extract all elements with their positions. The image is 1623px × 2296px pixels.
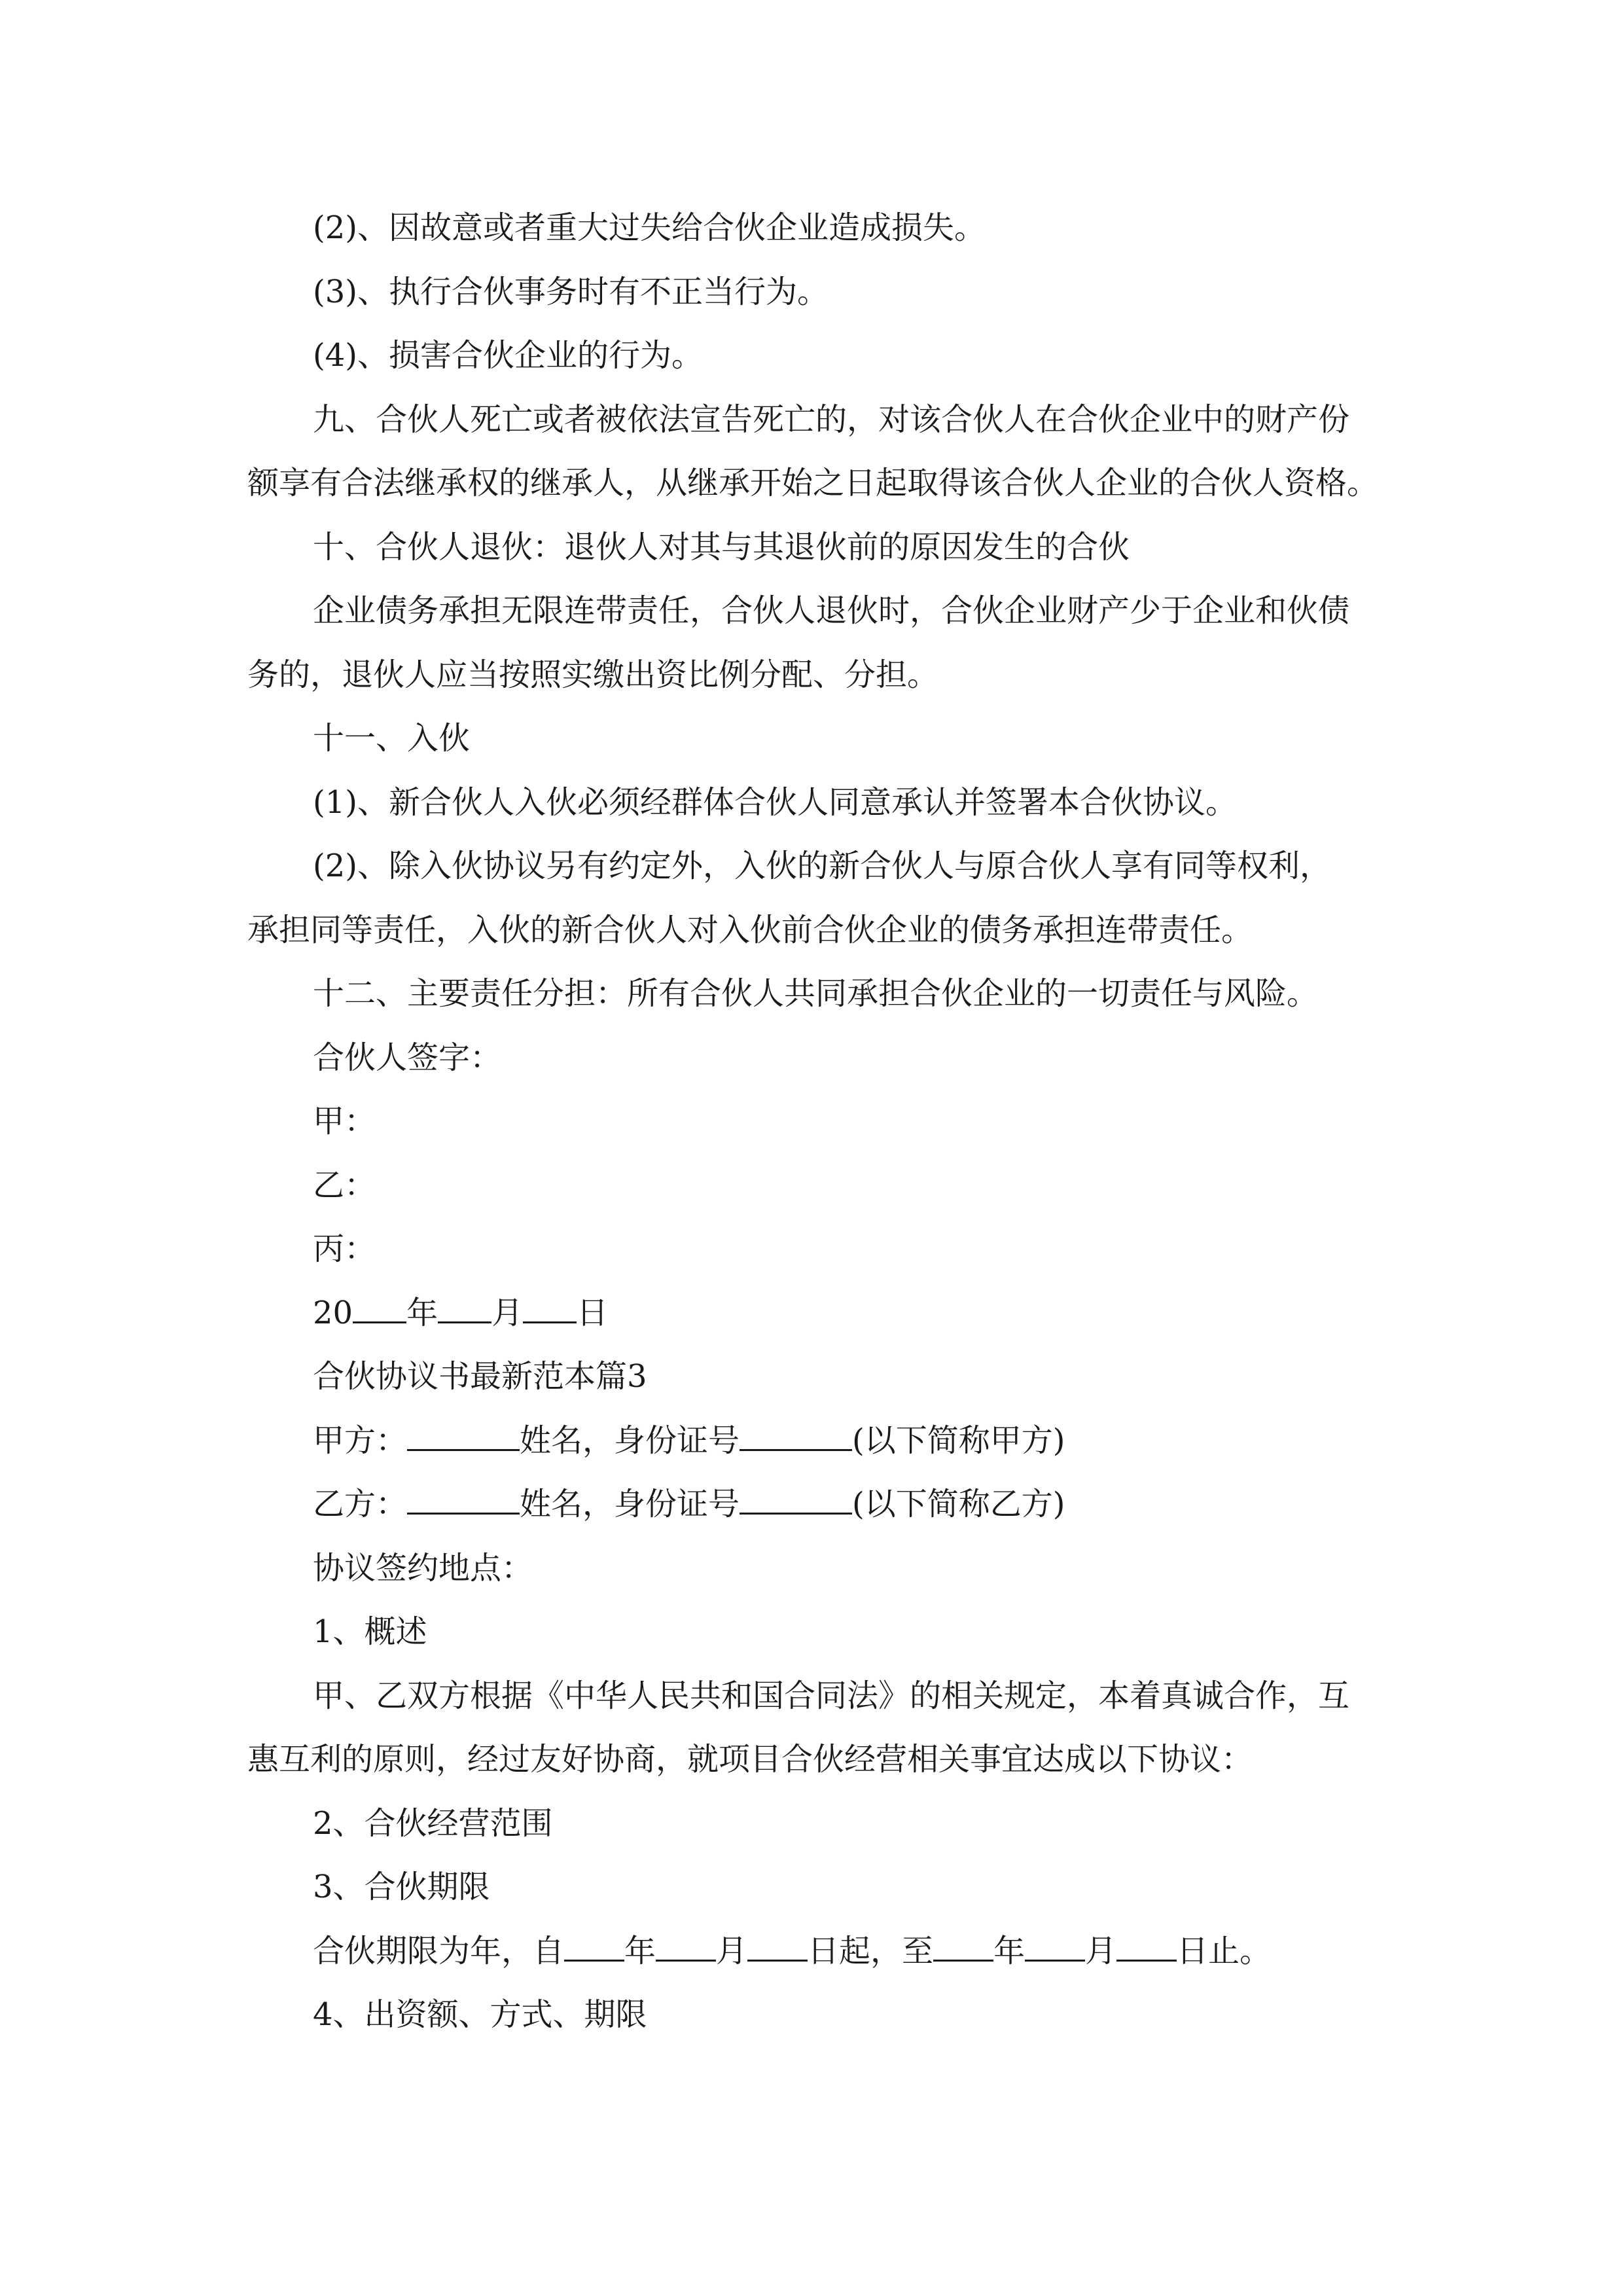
party-b-name-label: 姓名，身份证号 bbox=[520, 1486, 740, 1522]
section-heading: 十一、入伙 bbox=[313, 720, 471, 757]
date-line bbox=[247, 1282, 1399, 1346]
term-year2-blank bbox=[933, 1933, 993, 1962]
term-day2-blank bbox=[1116, 1933, 1177, 1962]
paragraph-line: 承担同等责任，入伙的新合伙人对入伙前合伙企业的债务承担连带责任。 bbox=[247, 911, 1253, 948]
section-heading: 3、合伙期限 bbox=[313, 1869, 490, 1905]
paragraph-line: 九、合伙人死亡或者被依法宣告死亡的，对该合伙人在合伙企业中的财产份 bbox=[313, 401, 1350, 438]
signature-heading: 合伙人签字： bbox=[313, 1039, 502, 1076]
party-a-label: 甲方： bbox=[313, 1422, 408, 1459]
paragraph-line: (2)、除入伙协议另有约定外，入伙的新合伙人与原合伙人享有同等权利， bbox=[313, 848, 1331, 884]
term-prefix: 合伙期限为年，自 bbox=[313, 1932, 565, 1969]
term-month-blank bbox=[656, 1933, 716, 1962]
paragraph-line: 甲、乙双方根据《中华人民共和国合同法》的相关规定，本着真诚合作，互 bbox=[313, 1677, 1350, 1714]
party-b-name-blank bbox=[407, 1486, 520, 1515]
paragraph-line: (1)、新合伙人入伙必须经群体合伙人同意承认并签署本合伙协议。 bbox=[313, 783, 1237, 821]
paragraph-line: 务的，退伙人应当按照实缴出资比例分配、分担。 bbox=[247, 656, 939, 693]
day-blank bbox=[523, 1295, 577, 1323]
party-b-label: 乙方： bbox=[313, 1486, 408, 1522]
term-year-blank bbox=[564, 1933, 624, 1962]
term-month: 月 bbox=[716, 1932, 748, 1969]
date-month: 月 bbox=[491, 1294, 524, 1331]
month-blank bbox=[438, 1295, 491, 1323]
paragraph-line: 额享有合法继承权的继承人，从继承开始之日起取得该合伙人企业的合伙人资格。 bbox=[247, 465, 1379, 501]
paragraph-line: 十二、主要责任分担：所有合伙人共同承担合伙企业的一切责任与风险。 bbox=[313, 975, 1319, 1012]
term-year2: 年 bbox=[993, 1932, 1026, 1969]
signature-party-a: 甲： bbox=[313, 1103, 376, 1139]
paragraph-line: 十、合伙人退伙：退伙人对其与其退伙前的原因发生的合伙 bbox=[313, 528, 1130, 565]
paragraph-line: (3)、执行合伙事务时有不正当行为。 bbox=[313, 273, 829, 310]
term-line bbox=[247, 1920, 1399, 1984]
term-start: 日起，至 bbox=[808, 1932, 934, 1969]
paragraph-line: 企业债务承担无限连带责任，合伙人退伙时，合伙企业财产少于企业和伙债 bbox=[313, 592, 1350, 629]
signature-party-c: 丙： bbox=[313, 1230, 376, 1267]
section-heading: 4、出资额、方式、期限 bbox=[313, 1996, 647, 2033]
paragraph-line: (2)、因故意或者重大过失给合伙企业造成损失。 bbox=[313, 209, 986, 246]
party-a-id-blank bbox=[740, 1423, 852, 1451]
year-blank bbox=[353, 1295, 406, 1323]
date-day: 日 bbox=[577, 1294, 609, 1331]
party-b-id-blank bbox=[740, 1486, 852, 1515]
party-a-line bbox=[247, 1409, 1399, 1473]
paragraph-line: (4)、损害合伙企业的行为。 bbox=[313, 337, 703, 374]
document-body bbox=[247, 196, 1399, 2047]
party-a-name-label: 姓名，身份证号 bbox=[520, 1422, 740, 1459]
term-year: 年 bbox=[624, 1932, 656, 1969]
paragraph-line: 惠互利的原则，经过友好协商，就项目合伙经营相关事宜达成以下协议： bbox=[247, 1741, 1253, 1778]
term-month2: 月 bbox=[1085, 1932, 1117, 1969]
party-b-suffix: (以下简称乙方) bbox=[852, 1486, 1065, 1522]
term-day-blank bbox=[747, 1933, 808, 1962]
section-title: 合伙协议书最新范本篇3 bbox=[313, 1358, 647, 1395]
paragraph-line: 协议签约地点： bbox=[313, 1549, 533, 1587]
party-a-suffix: (以下简称甲方) bbox=[852, 1422, 1065, 1459]
date-prefix: 20 bbox=[313, 1294, 353, 1331]
party-a-name-blank bbox=[407, 1423, 520, 1451]
date-year: 年 bbox=[406, 1294, 438, 1331]
term-month2-blank bbox=[1025, 1933, 1085, 1962]
term-end: 日止。 bbox=[1177, 1932, 1272, 1969]
section-heading: 1、概述 bbox=[313, 1613, 427, 1650]
party-b-line bbox=[247, 1473, 1399, 1537]
section-heading: 2、合伙经营范围 bbox=[313, 1804, 553, 1842]
signature-party-b: 乙： bbox=[313, 1166, 376, 1204]
